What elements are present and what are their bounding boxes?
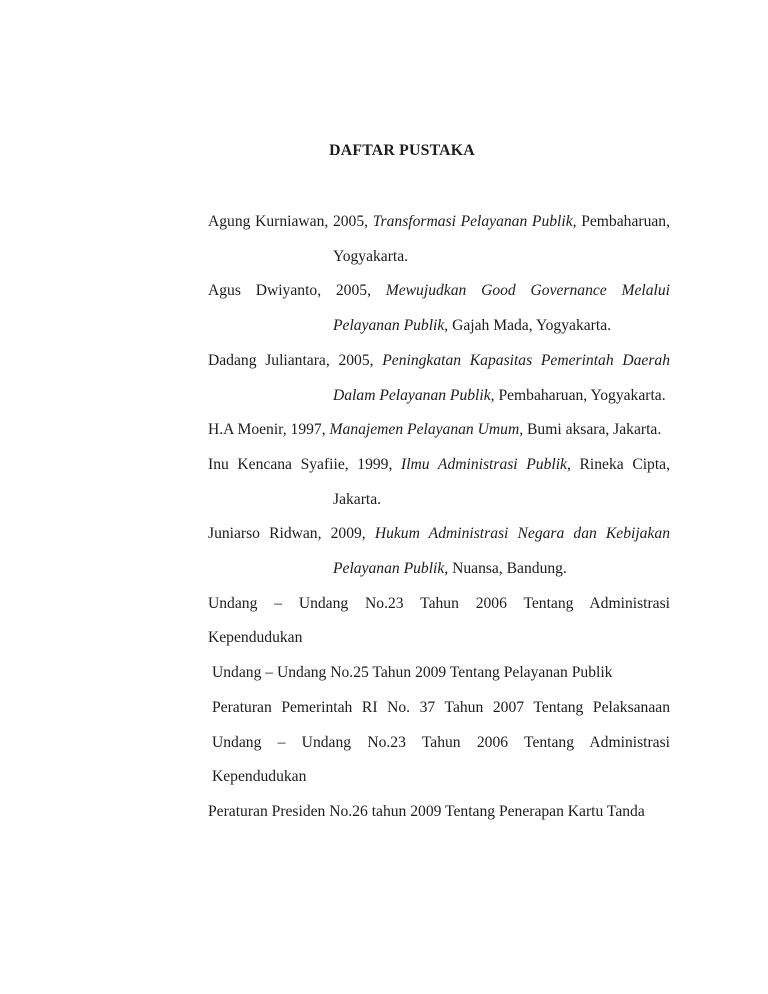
italic-text-segment: Manajemen Pelayanan Umum,	[329, 421, 524, 439]
entry-line	[208, 448, 670, 483]
bibliography-entry	[208, 448, 670, 517]
text-segment: Jakarta.	[333, 490, 382, 508]
italic-text-segment: Pelayanan Publik,	[333, 560, 449, 578]
italic-text-segment: Mewujudkan Good Governance Melalui	[385, 282, 670, 300]
entry-line	[208, 344, 670, 379]
text-segment: Gajah Mada, Yogyakarta.	[448, 317, 612, 335]
entry-line	[208, 795, 670, 830]
text-segment: Dadang Juliantara, 2005,	[208, 351, 383, 369]
bibliography-entry	[208, 656, 670, 691]
italic-text-segment: Ilmu Administrasi Publik,	[401, 455, 571, 473]
bibliography-entry	[208, 587, 670, 656]
italic-text-segment: Dalam Pelayanan Publik,	[333, 386, 495, 404]
bibliography-entry	[208, 517, 670, 586]
entry-line	[212, 760, 670, 795]
bibliography-entry	[208, 795, 670, 830]
text-segment: Peraturan Pemerintah RI No. 37 Tahun 2007 Tentang Pelaksanaan	[212, 698, 670, 716]
text-segment: H.A Moenir, 1997,	[208, 421, 330, 439]
text-segment: Peraturan Presiden No.26 tahun 2009 Tentang Penerapan Kartu Tanda	[208, 802, 645, 820]
entry-line	[333, 240, 670, 275]
italic-text-segment: Pelayanan Publik,	[333, 317, 449, 335]
page-title: DAFTAR PUSTAKA	[329, 142, 475, 159]
text-segment: Pembaharuan,	[576, 213, 670, 230]
text-segment: Inu Kencana Syafiie, 1999,	[208, 455, 401, 473]
text-segment: Bumi aksara, Jakarta.	[523, 421, 662, 439]
text-segment: Agung Kurniawan, 2005,	[208, 213, 373, 230]
italic-text-segment: Hukum Administrasi Negara dan Kebijakan	[374, 525, 670, 543]
entry-line	[208, 621, 670, 656]
text-segment: Agus Dwiyanto, 2005,	[208, 282, 386, 300]
italic-text-segment: Peningkatan Kapasitas Pemerintah Daerah	[382, 351, 670, 369]
entry-line	[208, 517, 670, 552]
text-segment: Kependudukan	[208, 629, 303, 647]
entry-line	[212, 726, 670, 761]
text-segment: Kependudukan	[212, 768, 307, 786]
text-segment: Juniarso Ridwan, 2009,	[208, 525, 375, 543]
text-segment: Rineka Cipta,	[570, 455, 671, 473]
entry-line	[208, 274, 670, 309]
entry-line	[333, 309, 670, 344]
entry-line	[333, 483, 670, 518]
italic-text-segment: Transformasi Pelayanan Publik,	[372, 213, 577, 230]
entry-line	[333, 552, 670, 587]
entry-line	[333, 379, 670, 414]
entry-line	[208, 413, 670, 448]
bibliography-entry	[208, 274, 670, 343]
bibliography-entry	[208, 344, 670, 413]
text-segment: Undang – Undang No.23 Tahun 2006 Tentang Administrasi	[208, 594, 670, 612]
bibliography-entry	[208, 691, 670, 795]
bibliography-entry	[208, 413, 670, 448]
entry-line	[208, 587, 670, 622]
entry-line	[212, 691, 670, 726]
text-segment: Undang – Undang No.23 Tahun 2006 Tentang Administrasi	[212, 733, 670, 751]
entry-line	[208, 205, 670, 240]
bibliography-entry	[208, 205, 670, 274]
text-segment: Pembaharuan, Yogyakarta.	[494, 386, 666, 404]
bibliography-entries	[208, 205, 670, 830]
text-segment: Yogyakarta.	[333, 247, 409, 265]
text-segment: Undang – Undang No.25 Tahun 2009 Tentang Pelayanan Publik	[212, 664, 613, 682]
text-segment: Nuansa, Bandung.	[448, 560, 567, 578]
entry-line	[212, 656, 670, 691]
